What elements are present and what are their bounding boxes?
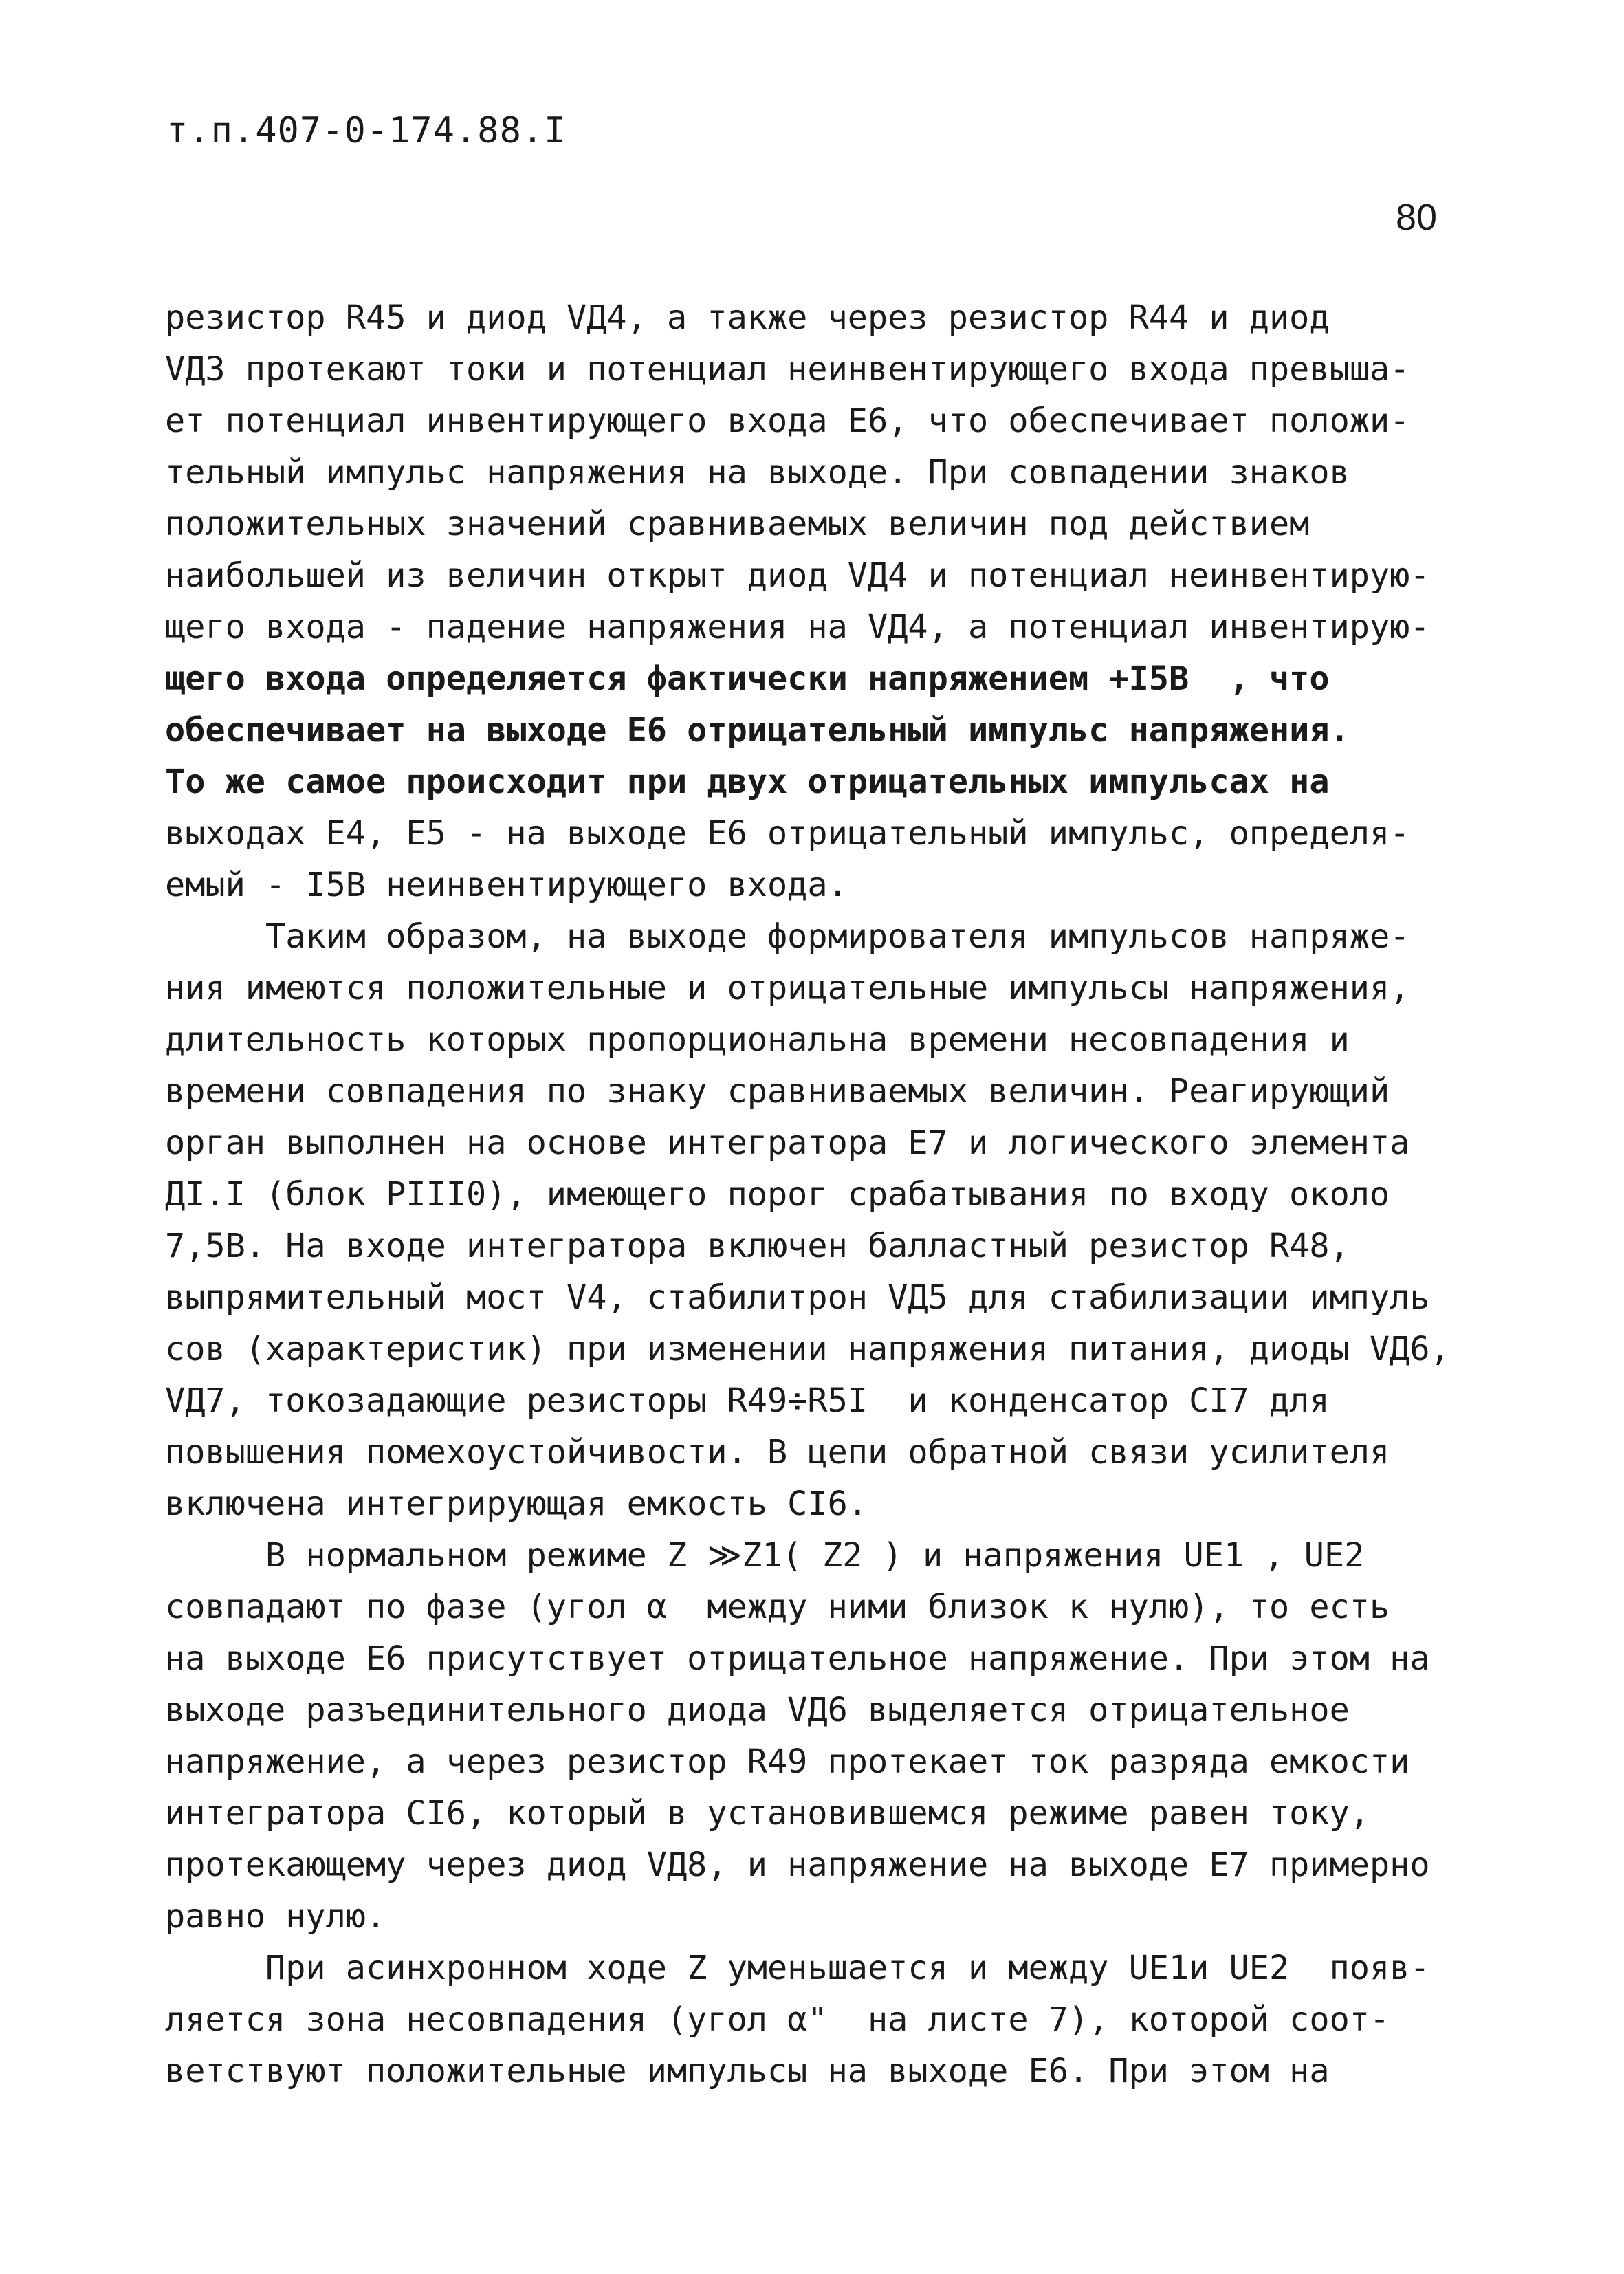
- text-line: выходе разъединительного диода VД6 выделяется отрицательное: [165, 1691, 1350, 1729]
- text-line: сов (характеристик) при изменении напряжения питания, диоды VД6,: [165, 1330, 1450, 1368]
- document-code: т.п.407-0-174.88.I: [166, 110, 567, 151]
- text-line: VД7, токозадающие резисторы R49÷R5I и конденсатор CI7 для: [165, 1381, 1330, 1420]
- text-line: тельный импульс напряжения на выходе. При совпадении знаков: [165, 453, 1350, 492]
- text-line: интегратора CI6, который в установившемся режиме равен току,: [165, 1794, 1370, 1833]
- text-line: наибольшей из величин открыт диод VД4 и потенциал неинвентирую-: [165, 556, 1430, 595]
- text-line: длительность которых пропорциональна времени несовпадения и: [165, 1020, 1350, 1059]
- text-body: [165, 292, 1471, 2097]
- text-line: VД3 протекают токи и потенциал неинвентирующего входа превыша-: [165, 350, 1410, 389]
- text-line: включена интегрирующая емкость CI6.: [165, 1485, 868, 1523]
- paragraph-start-line: При асинхронном ходе Z уменьшается и между UE1и UE2 появ-: [265, 1949, 1430, 1987]
- text-line: щего входа - падение напряжения на VД4, а потенциал инвентирую-: [165, 608, 1430, 646]
- text-line: ляется зона несовпадения (угол α" на листе 7), которой соот-: [165, 2000, 1390, 2039]
- paragraph-start-line: Таким образом, на выходе формирователя импульсов напряже-: [265, 917, 1410, 956]
- text-line: ДI.I (блок РIII0), имеющего порог срабатывания по входу около: [165, 1175, 1390, 1214]
- text-line: напряжение, а через резистор R49 протекает ток разряда емкости: [165, 1742, 1410, 1781]
- text-line: времени совпадения по знаку сравниваемых величин. Реагирующий: [165, 1072, 1390, 1111]
- text-line: ет потенциал инвентирующего входа Е6, что обеспечивает положи-: [165, 402, 1410, 440]
- text-line: ния имеются положительные и отрицательные импульсы напряжения,: [165, 969, 1410, 1007]
- text-line: орган выполнен на основе интегратора Е7 и логического элемента: [165, 1124, 1410, 1162]
- text-line: щего входа определяется фактически напряжением +I5В , что: [165, 659, 1330, 698]
- text-line: ветствуют положительные импульсы на выходе Е6. При этом на: [165, 2052, 1330, 2090]
- text-line: То же самое происходит при двух отрицательных импульсах на: [165, 763, 1330, 801]
- text-line: протекающему через диод VД8, и напряжение на выходе Е7 примерно: [165, 1846, 1430, 1884]
- paragraph-start-line: В нормальном режиме Z ≫Z1( Z2 ) и напряжения UE1 , UE2: [265, 1536, 1365, 1575]
- page-number: 80: [1396, 197, 1438, 238]
- text-line: положительных значений сравниваемых величин под действием: [165, 505, 1310, 543]
- text-line: совпадают по фазе (угол α между ними близок к нулю), то есть: [165, 1588, 1390, 1626]
- text-line: емый - I5В неинвентирующего входа.: [165, 866, 848, 904]
- text-line: резистор R45 и диод VД4, а также через резистор R44 и диод: [165, 298, 1330, 337]
- text-line: 7,5В. На входе интегратора включен балластный резистор R48,: [165, 1227, 1350, 1265]
- text-line: равно нулю.: [165, 1897, 386, 1936]
- text-line: на выходе Е6 присутствует отрицательное напряжение. При этом на: [165, 1639, 1430, 1678]
- text-line: повышения помехоустойчивости. В цепи обратной связи усилителя: [165, 1433, 1390, 1472]
- text-line: выпрямительный мост V4, стабилитрон VД5 для стабилизации импуль: [165, 1278, 1430, 1317]
- text-line: выходах Е4, Е5 - на выходе Е6 отрицательный импульс, определя-: [165, 814, 1410, 853]
- text-line: обеспечивает на выходе Е6 отрицательный импульс напряжения.: [165, 711, 1350, 750]
